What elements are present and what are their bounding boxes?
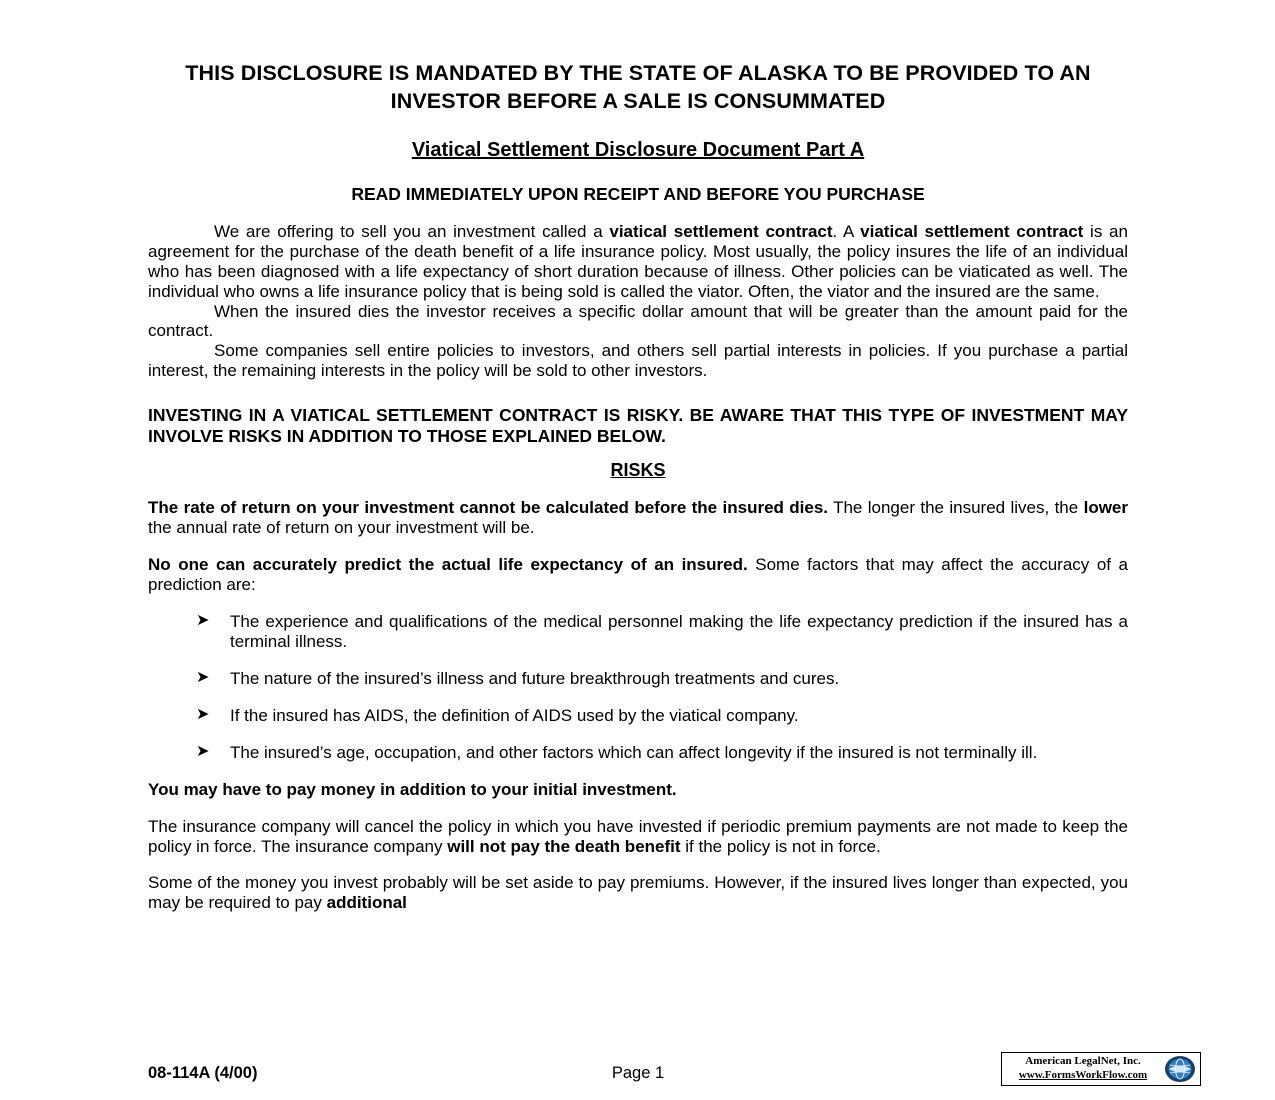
document-body: [148, 60, 1128, 913]
list-item-text: If the insured has AIDS, the definition of AIDS used by the viatical company.: [230, 705, 799, 725]
paragraph-premiums: [148, 873, 1128, 913]
page-number: Page 1: [611, 1064, 665, 1082]
arrow-bullet-icon: ➤: [196, 668, 210, 686]
intro-text-1: We are offering to sell you an investment called a: [214, 222, 610, 242]
read-immediately-heading: READ IMMEDIATELY UPON RECEIPT AND BEFORE YOU PURCHASE: [351, 184, 925, 205]
arrow-bullet-icon: ➤: [196, 705, 210, 723]
intro-paragraph: [148, 222, 1128, 302]
globe-icon: [1160, 1053, 1200, 1085]
risk-rate-text-2: the annual rate of return on your investment will be.: [148, 517, 535, 537]
paragraph-insured-dies: When the insured dies the investor receives a specific dollar amount that will be greater than the amount paid for the contract.: [148, 301, 1128, 341]
form-number: 08-114A (4/00): [148, 1064, 258, 1082]
cancel-bold: will not pay the death benefit: [447, 836, 681, 856]
stamp-url[interactable]: www.FormsWorkFlow.com: [1018, 1069, 1148, 1081]
stamp-company-name: American LegalNet, Inc.: [1025, 1055, 1141, 1068]
premiums-text: Some of the money you invest probably will be set aside to pay premiums. However, if the insured lives longer than expected, you may be required to pay: [148, 873, 1128, 913]
list-item: [148, 706, 1128, 726]
risks-heading: RISKS: [610, 460, 666, 481]
arrow-bullet-icon: ➤: [196, 611, 210, 629]
paragraph-partial-interests: Some companies sell entire policies to investors, and others sell partial interests in policies. If you purchase a partial interest, the remaining interests in the policy will be sold to other investors.: [148, 341, 1128, 381]
arrow-bullet-icon: ➤: [196, 742, 210, 760]
risk-warning-block: INVESTING IN A VIATICAL SETTLEMENT CONTRACT IS RISKY. BE AWARE THAT THIS TYPE OF INVESTMENT MAY INVOLVE RISKS IN ADDITION TO THOSE EXPLAINED BELOW.: [148, 405, 1128, 447]
risk-rate-text-1: The longer the insured lives, the: [828, 498, 1084, 518]
cancel-text-1: The insurance company will cancel the policy in which you have invested if periodic premium payments are not made to keep the policy in force. The insurance company: [148, 816, 1128, 856]
risk-life-bold: No one can accurately predict the actual life expectancy of an insured.: [148, 554, 748, 574]
cancel-text-2: if the policy is not in force.: [680, 836, 881, 856]
risk-life-text: Some factors that may affect the accuracy of a prediction are:: [148, 554, 1128, 594]
list-item-text: The insured’s age, occupation, and other factors which can affect longevity if the insured is not terminally ill.: [230, 742, 1038, 762]
intro-bold-1: viatical settlement contract: [609, 222, 833, 242]
paragraph-cancel-policy: [148, 817, 1128, 857]
risk-rate-of-return: [148, 498, 1128, 538]
list-item-text: The nature of the insured’s illness and future breakthrough treatments and cures.: [230, 668, 840, 688]
list-item: [148, 669, 1128, 689]
risk-rate-bold: The rate of return on your investment cannot be calculated before the insured dies.: [148, 498, 829, 518]
risk-life-expectancy: [148, 555, 1128, 595]
list-item: [148, 612, 1128, 652]
intro-text-2: . A: [832, 222, 861, 242]
risk-rate-bold-lower: lower: [1083, 498, 1128, 518]
stamp-text-block: [1002, 1055, 1160, 1083]
intro-bold-2: viatical settlement contract: [860, 222, 1084, 242]
list-item-text: The experience and qualifications of the medical personnel making the life expectancy prediction if the insured has a terminal illness.: [230, 611, 1128, 651]
pay-money-heading: You may have to pay money in addition to your initial investment.: [148, 779, 677, 799]
premiums-bold: additional: [326, 893, 407, 913]
intro-text-3: is an agreement for the purchase of the death benefit of a life insurance policy. Most usually, the policy insures the life of an individual who has been diagnosed with a life expectancy of short duration because of illness. Other policies can be viaticated as well. The individual who owns a life insurance policy that is being sold is called the viator. Often, the viator and the insured are the same.: [148, 222, 1128, 301]
legalnet-stamp: [1001, 1052, 1201, 1086]
page-title: THIS DISCLOSURE IS MANDATED BY THE STATE OF ALASKA TO BE PROVIDED TO AN INVESTOR BEFORE A SALE IS CONSUMMATED: [185, 61, 1091, 113]
list-item: [148, 743, 1128, 763]
risk-factors-list: [148, 612, 1128, 763]
document-subtitle: Viatical Settlement Disclosure Document Part A: [411, 139, 865, 162]
